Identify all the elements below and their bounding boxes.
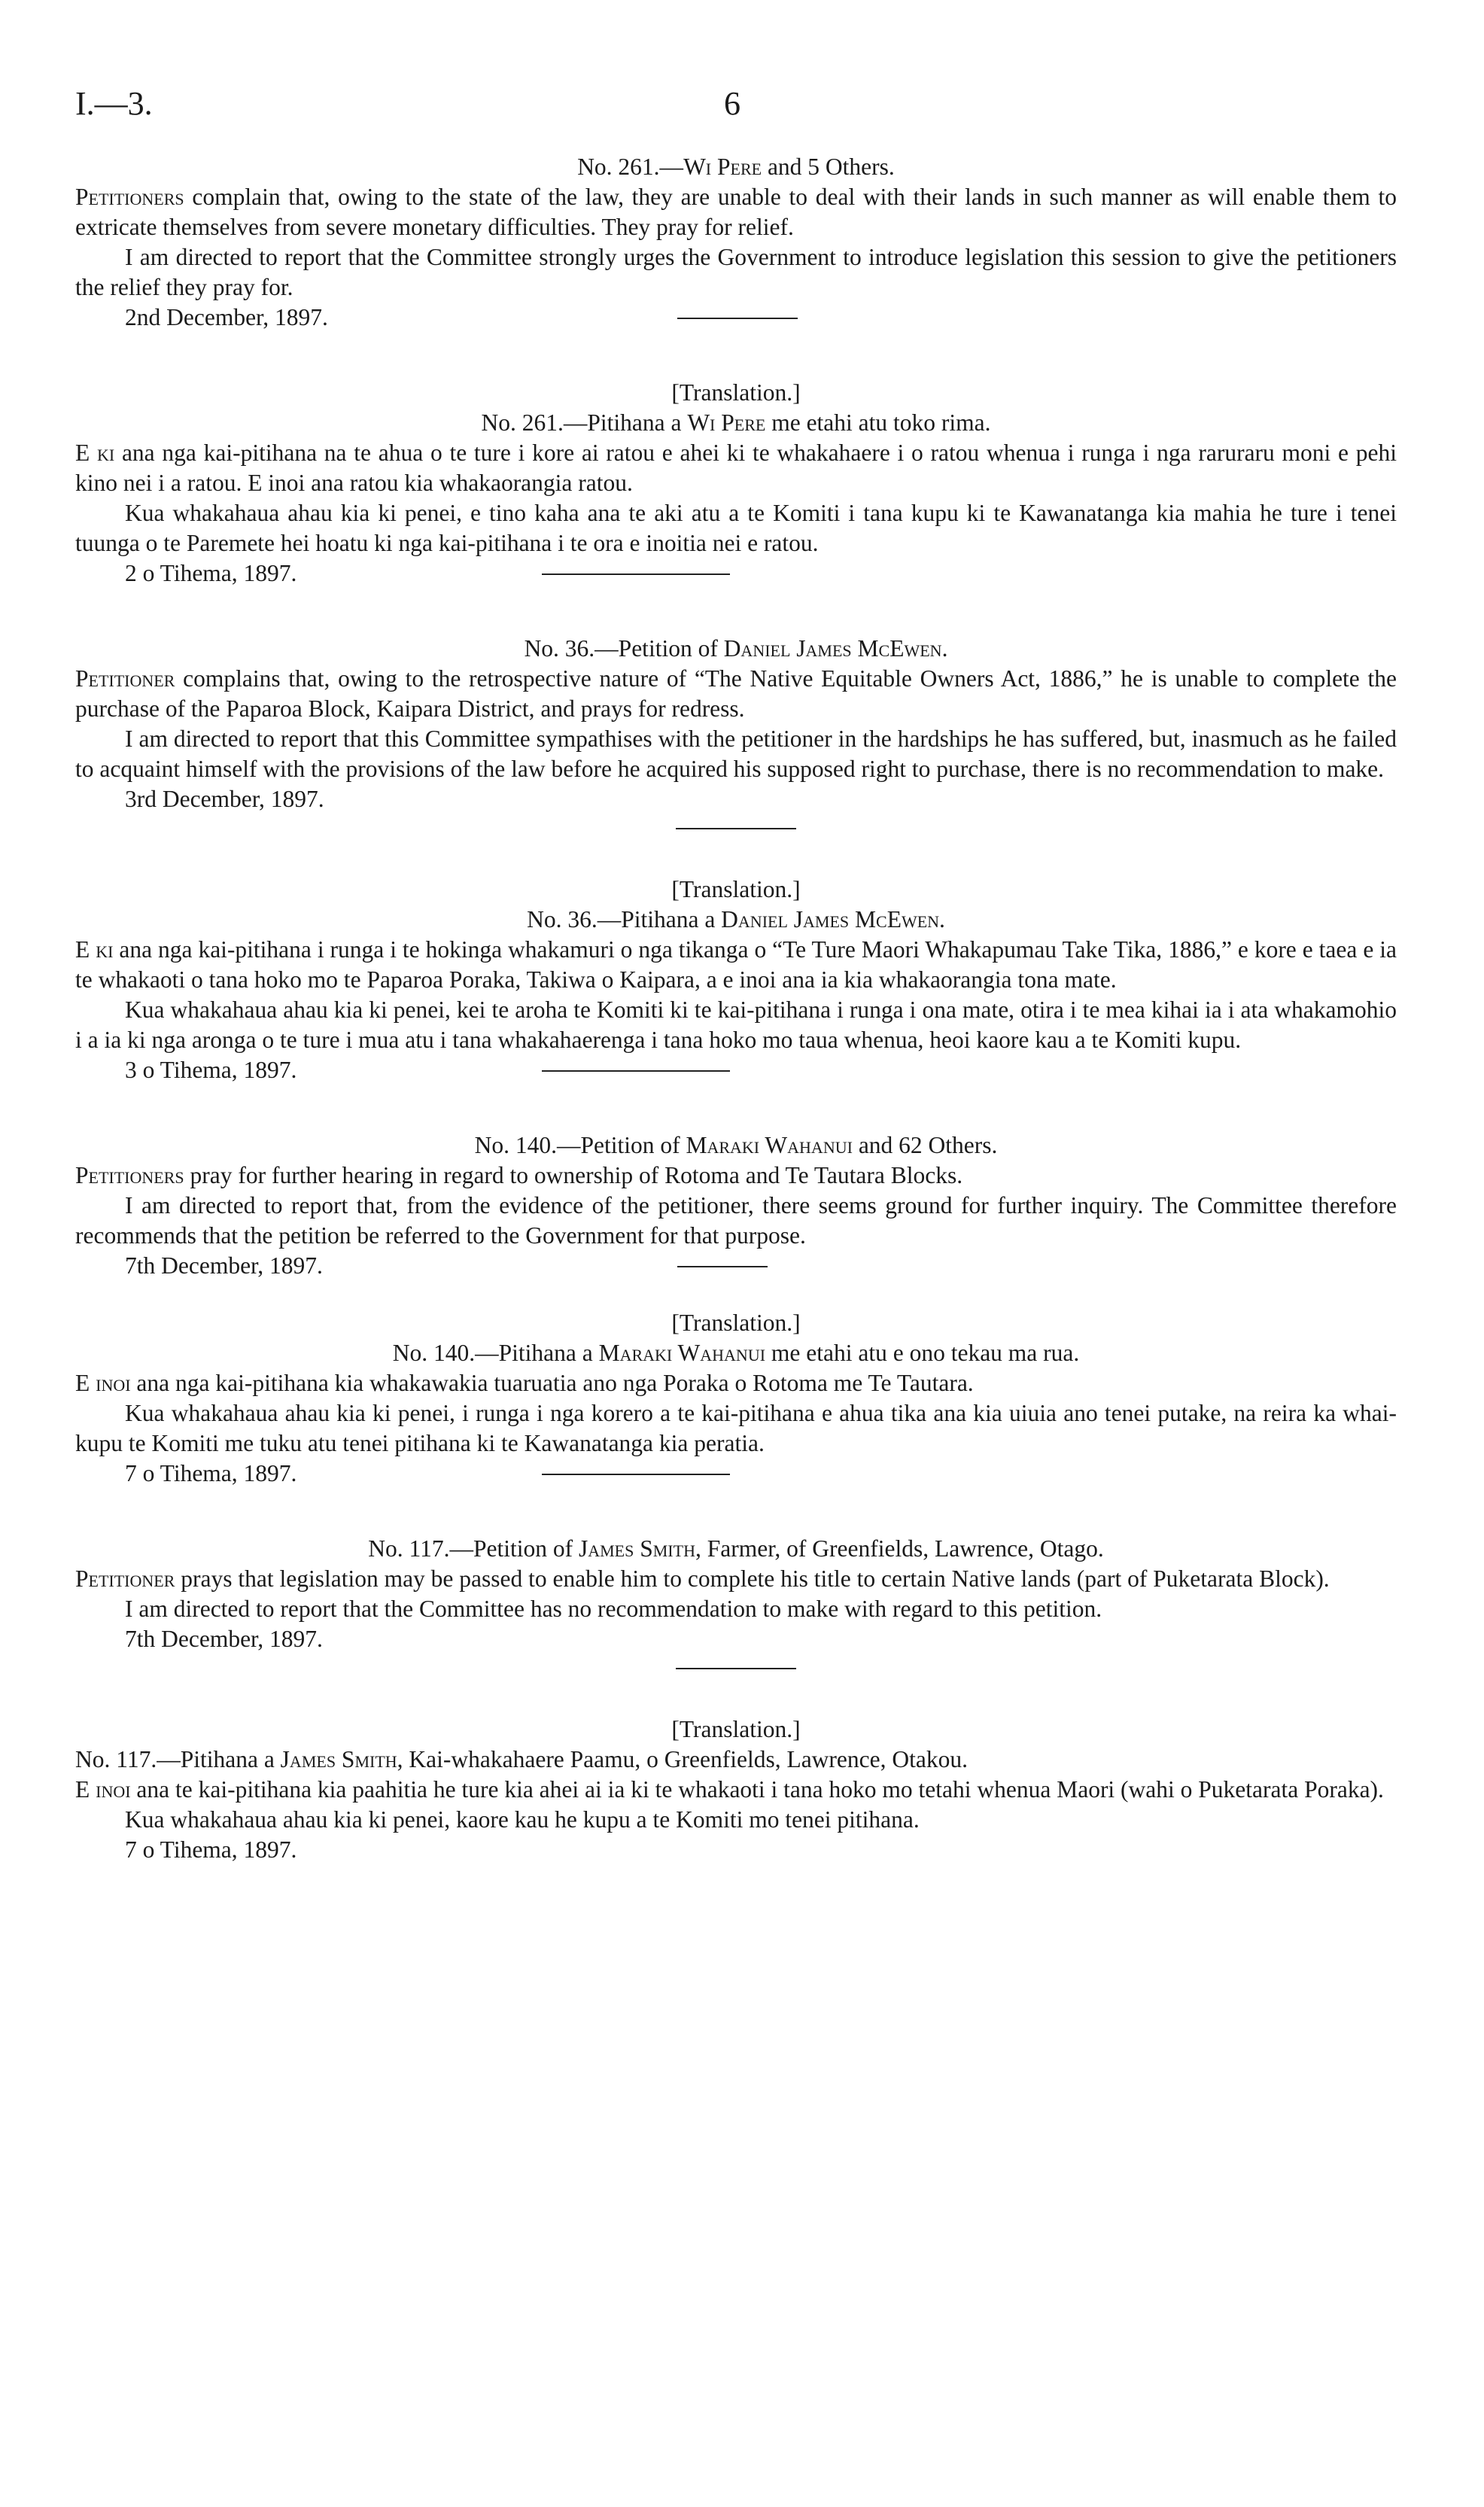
petition-heading: No. 117.—Pitihana a James Smith, Kai-whakahaere Paamu, o Greenfields, Lawrence, Otakou. — [75, 1746, 968, 1772]
petition-summary: E inoi ana te kai-pitihana kia paahitia he ture kia ahei ai ia ki te whakaoti i tana hoko mo tetahi whenua Maori (wahi o Puketarata Poraka). — [75, 1776, 1384, 1803]
date-row — [75, 303, 1397, 333]
petition-heading: No. 140.—Petition of Maraki Wahanui and 62 Others. — [474, 1132, 998, 1158]
petition-heading: No. 261.—Wi Pere and 5 Others. — [577, 154, 895, 180]
report-date: 7 o Tihema, 1897. — [125, 1836, 297, 1863]
petitioner-name: Wi Pere — [683, 154, 762, 180]
report-date: 7th December, 1897. — [125, 1626, 323, 1652]
petitioner-name: Maraki Wahanui — [686, 1132, 853, 1158]
petition-entry — [75, 152, 1397, 333]
translation-label: [Translation.] — [671, 1716, 801, 1742]
petitioner-name: Maraki Wahanui — [598, 1340, 766, 1366]
date-row — [75, 558, 1397, 589]
section-divider — [542, 574, 730, 575]
petitioner-name: Wi Pere — [687, 409, 766, 436]
report-date: 7 o Tihema, 1897. — [125, 1460, 297, 1486]
report-date: 7th December, 1897. — [125, 1252, 323, 1279]
petitioner-name: James Smith — [280, 1746, 397, 1772]
report-date: 3rd December, 1897. — [125, 786, 324, 812]
page-number: 6 — [724, 85, 740, 122]
petition-summary: Petitioners pray for further hearing in regard to ownership of Rotoma and Te Tautara Blocks. — [75, 1162, 963, 1188]
report-date: 2 o Tihema, 1897. — [125, 560, 297, 586]
committee-report: I am directed to report that the Committee strongly urges the Government to introduce legislation this session to give the petitioners the relief they pray for. — [75, 244, 1397, 300]
document-body — [75, 152, 1397, 1865]
petitioner-name: Daniel James McEwen — [723, 635, 942, 662]
petition-heading: No. 261.—Pitihana a Wi Pere me etahi atu toko rima. — [481, 409, 991, 436]
translation-label: [Translation.] — [671, 1310, 801, 1336]
petition-heading: No. 36.—Petition of Daniel James McEwen. — [524, 635, 948, 662]
committee-report: I am directed to report that, from the evidence of the petitioner, there seems ground for further inquiry. The Committee therefore recommends that the petition be referred to the Government for that purpose. — [75, 1192, 1397, 1249]
section-divider — [542, 1070, 730, 1072]
petition-entry — [75, 1534, 1397, 1669]
report-date: 3 o Tihema, 1897. — [125, 1057, 297, 1083]
petition-summary: E inoi ana nga kai-pitihana kia whakawakia tuaruatia ano nga Poraka o Rotoma me Te Tautara. — [75, 1370, 974, 1396]
petition-summary: E ki ana nga kai-pitihana na te ahua o te ture i kore ai ratou e ahei ki te whakahaere i o ratou whenua i runga i nga raruraru moni e pehi kino nei i a ratou. E inoi ana ratou kia whakaorangia ratou. — [75, 440, 1397, 496]
petition-summary: Petitioner complains that, owing to the retrospective nature of “The Native Equitable Owners Act, 1886,” he is unable to complete the purchase of the Paparoa Block, Kaipara District, and prays for redress. — [75, 665, 1397, 722]
petition-entry — [75, 634, 1397, 829]
committee-report: Kua whakahaua ahau kia ki penei, kei te aroha te Komiti ki te kai-pitihana i runga i ona mate, otira i te mea kihai ia i ata whakamohio i a ia ki nga aronga o te ture i mua atu i tana whakahaerenga i tana hoko mo taua whenua, heoi kaore kau a te Komiti kupu. — [75, 996, 1397, 1053]
committee-report: I am directed to report that the Committee has no recommendation to make with regard to this petition. — [125, 1596, 1102, 1622]
petition-entry — [75, 1130, 1397, 1281]
petition-heading: No. 140.—Pitihana a Maraki Wahanui me etahi atu e ono tekau ma rua. — [392, 1340, 1080, 1366]
date-row — [75, 1459, 1397, 1489]
date-row — [75, 1055, 1397, 1085]
section-divider — [542, 1474, 730, 1475]
petition-summary: Petitioner prays that legislation may be passed to enable him to complete his title to certain Native lands (part of Puketarata Block). — [75, 1565, 1330, 1592]
date-row — [75, 1251, 1397, 1281]
translation-label: [Translation.] — [671, 876, 801, 902]
petitioner-name: Daniel James McEwen — [721, 906, 940, 933]
petitioner-name: James Smith — [578, 1535, 695, 1562]
translation-entry — [75, 875, 1397, 1085]
report-date: 2nd December, 1897. — [125, 304, 328, 330]
petition-summary: E ki ana nga kai-pitihana i runga i te hokinga whakamuri o nga tikanga o “Te Ture Maori Whakapumau Take Tika, 1886,” e kore e taea e ia te whakaoti o tana hoko mo te Paparoa Poraka, Takiwa o Kaipara, a e inoi ana ia kia whakaorangia tona mate. — [75, 936, 1397, 993]
translation-label: [Translation.] — [671, 379, 801, 406]
report-reference: I.—3. — [75, 85, 153, 122]
translation-entry — [75, 1308, 1397, 1489]
petition-heading: No. 117.—Petition of James Smith, Farmer, of Greenfields, Lawrence, Otago. — [368, 1535, 1104, 1562]
translation-entry — [75, 378, 1397, 589]
committee-report: Kua whakahaua ahau kia ki penei, kaore kau he kupu a te Komiti mo tenei pitihana. — [125, 1806, 920, 1833]
committee-report: I am directed to report that this Committee sympathises with the petitioner in the hardships he has suffered, but, inasmuch as he failed to acquaint himself with the provisions of the law before he acquired his supposed right to purchase, there is no recommendation to make. — [75, 726, 1397, 782]
section-divider — [677, 1266, 768, 1267]
translation-entry — [75, 1714, 1397, 1865]
committee-report: Kua whakahaua ahau kia ki penei, e tino kaha ana te aki atu a te Komiti i tana kupu ki te Kawanatanga kia mahia he ture i tenei tuunga o te Paremete hei hoatu ki nga kai-pitihana i te ora e inoitia nei e ratou. — [75, 500, 1397, 556]
petition-summary: Petitioners complain that, owing to the state of the law, they are unable to deal with their lands in such manner as will enable them to extricate themselves from severe monetary difficulties. They pray for relief. — [75, 184, 1397, 240]
committee-report: Kua whakahaua ahau kia ki penei, i runga i nga korero a te kai-pitihana e ahua tika ana kia uiuia ano tenei putake, na reira ka whai-kupu te Komiti me tuku atu tenei pitihana ki te Kawanatanga kia peratia. — [75, 1400, 1397, 1456]
petition-heading: No. 36.—Pitihana a Daniel James McEwen. — [527, 906, 945, 933]
section-divider — [677, 318, 798, 319]
